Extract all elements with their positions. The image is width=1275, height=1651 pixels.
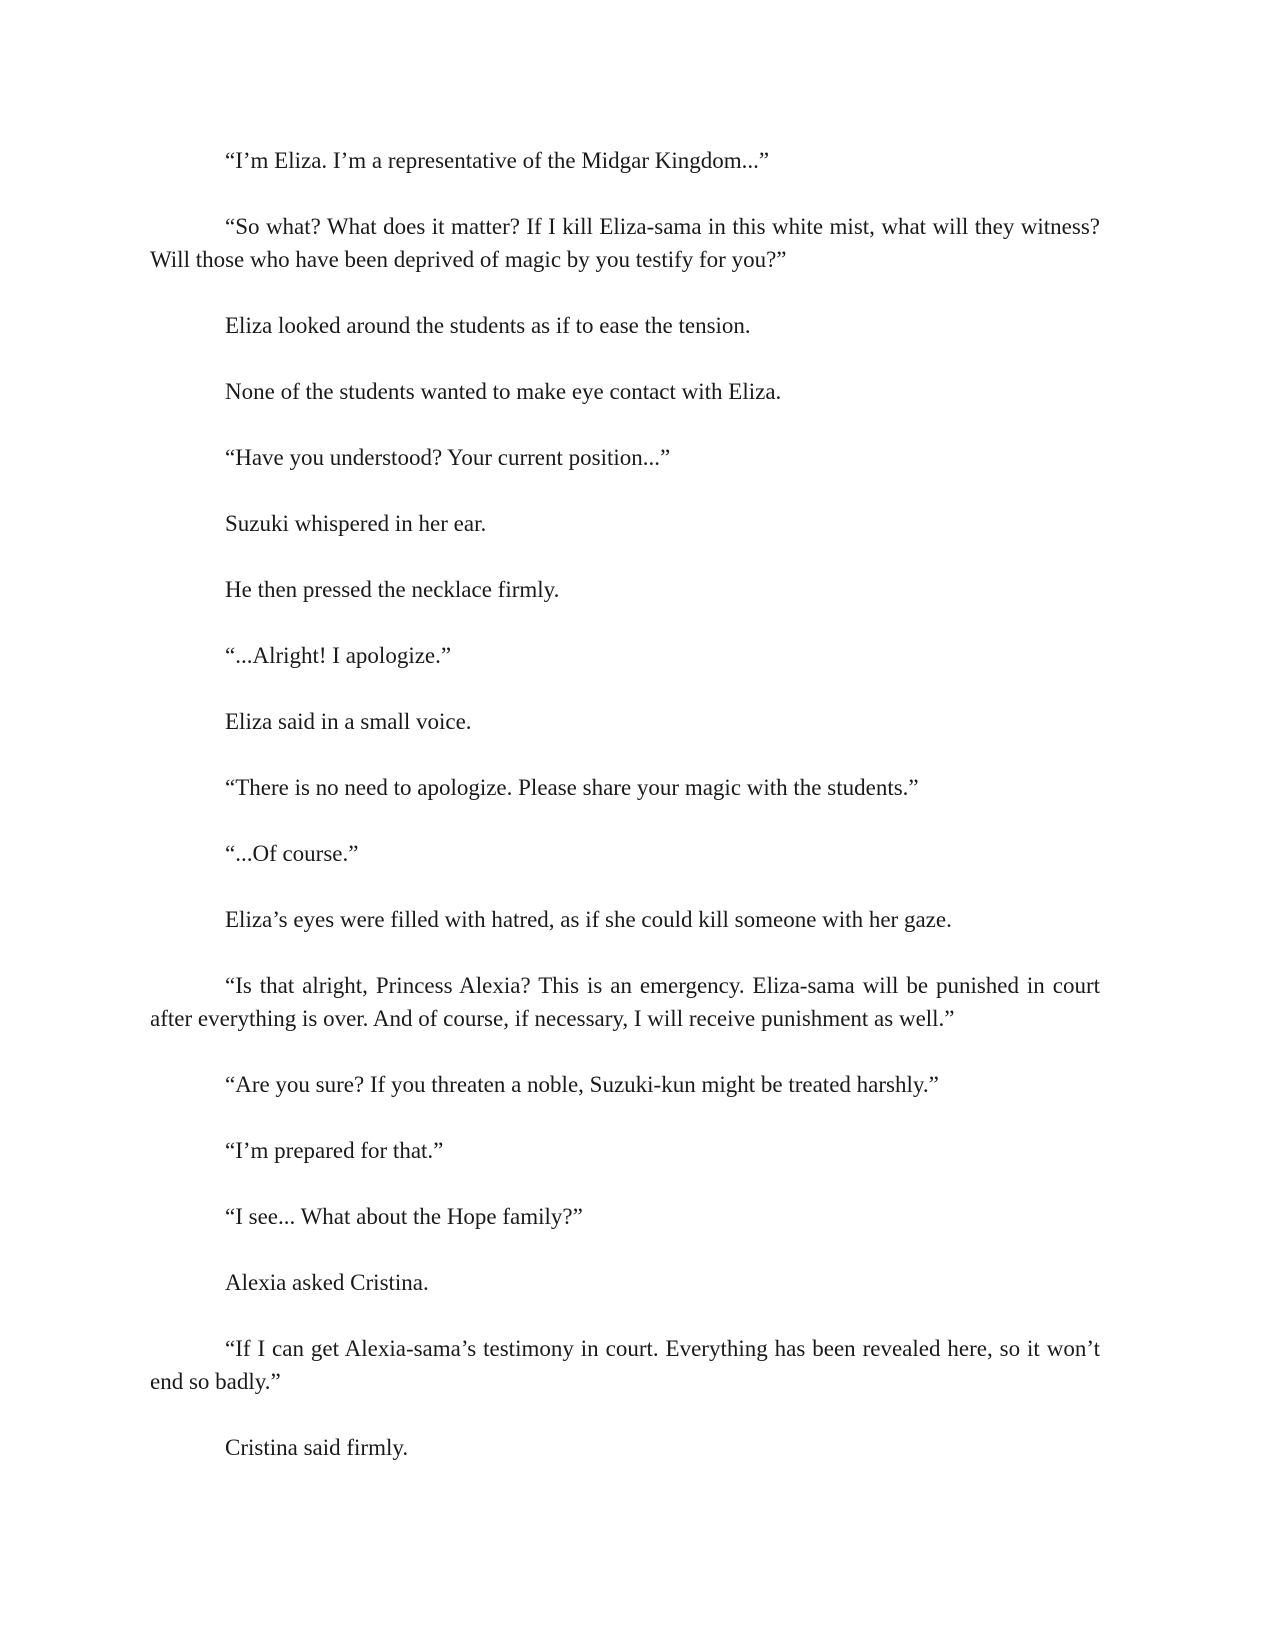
paragraph: Eliza’s eyes were filled with hatred, as if she could kill someone with her gaze. [225, 907, 952, 932]
paragraph: “I see... What about the Hope family?” [225, 1204, 583, 1229]
body-text [150, 144, 1100, 1497]
paragraph: None of the students wanted to make eye contact with Eliza. [225, 379, 782, 404]
paragraph: “Have you understood? Your current position...” [225, 445, 671, 470]
paragraph: Alexia asked Cristina. [225, 1270, 429, 1295]
paragraph: Cristina said firmly. [225, 1435, 409, 1460]
paragraph: “I’m Eliza. I’m a representative of the Midgar Kingdom...” [225, 148, 770, 173]
paragraph: He then pressed the necklace firmly. [225, 577, 560, 602]
paragraph: Eliza looked around the students as if to ease the tension. [225, 313, 751, 338]
paragraph: “Is that alright, Princess Alexia? This is an emergency. Eliza-sama will be punished in court after everything is over. And of course, if necessary, I will receive punishment as well.” [150, 973, 1100, 1031]
paragraph: “Are you sure? If you threaten a noble, Suzuki-kun might be treated harshly.” [225, 1072, 939, 1097]
paragraph: “...Of course.” [225, 841, 359, 866]
paragraph: “So what? What does it matter? If I kill Eliza-sama in this white mist, what will they witness? Will those who have been deprived of magic by you testify for you?” [150, 214, 1100, 272]
paragraph: “If I can get Alexia-sama’s testimony in court. Everything has been revealed here, so it won’t end so badly.” [150, 1336, 1100, 1394]
paragraph: “I’m prepared for that.” [225, 1138, 444, 1163]
paragraph: Suzuki whispered in her ear. [225, 511, 487, 536]
paragraph: “...Alright! I apologize.” [225, 643, 452, 668]
paragraph: Eliza said in a small voice. [225, 709, 472, 734]
paragraph: “There is no need to apologize. Please share your magic with the students.” [225, 775, 919, 800]
